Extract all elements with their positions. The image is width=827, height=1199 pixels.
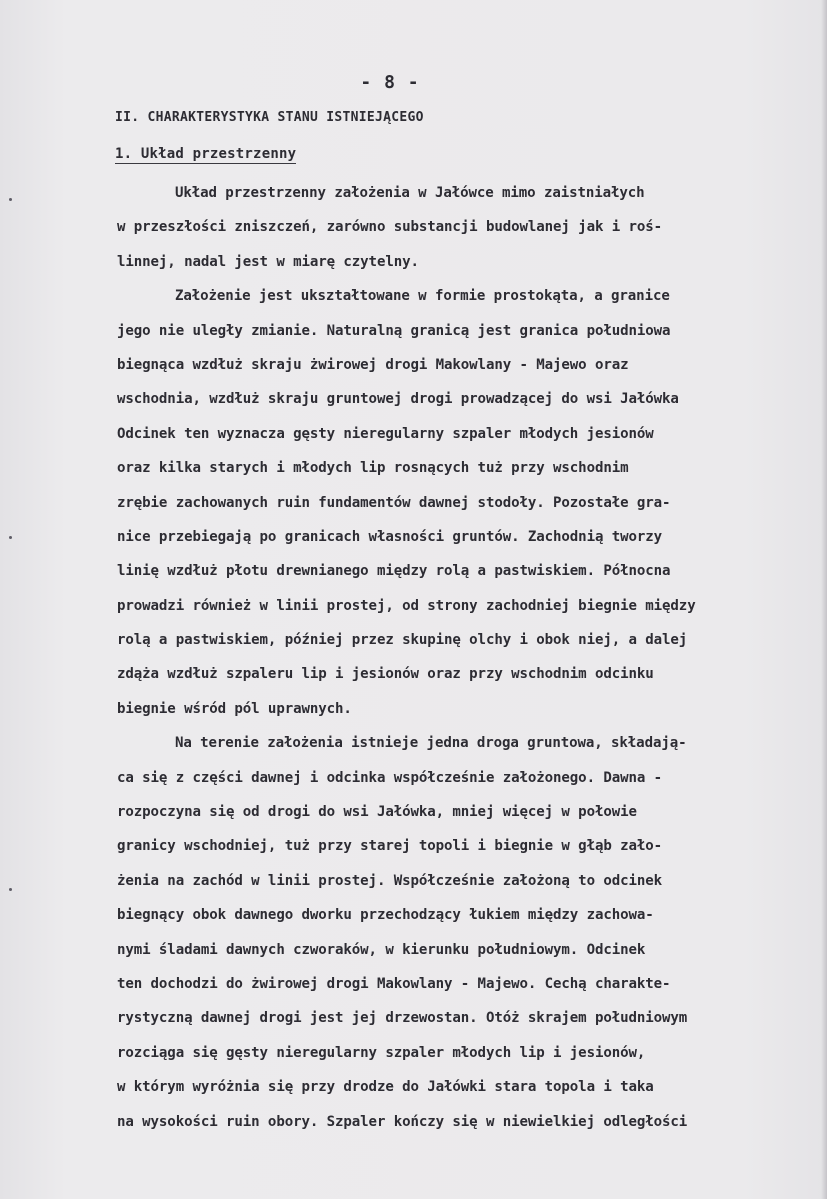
text-line: Odcinek ten wyznacza gęsty nieregularny szpaler młodych jesionów — [117, 425, 654, 442]
text-line: ten dochodzi do żwirowej drogi Makowlany - Majewo. Cechą charakte- — [117, 975, 671, 992]
punch-mark — [9, 198, 12, 201]
text-line: zdąża wzdłuż szpaleru lip i jesionów oraz przy wschodnim odcinku — [117, 666, 654, 683]
text-line: linię wzdłuż płotu drewnianego między rolą a pastwiskiem. Północna — [117, 563, 671, 580]
text-line: wschodnia, wzdłuż skraju gruntowej drogi prowadzącej do wsi Jałówka — [117, 391, 679, 408]
text-line: rozpoczyna się od drogi do wsi Jałówka, mniej więcej w połowie — [117, 804, 637, 821]
text-line: Założenie jest ukształtowane w formie prostokąta, a granice — [175, 288, 670, 305]
text-line: biegnie wśród pól uprawnych. — [117, 700, 352, 717]
punch-mark — [9, 888, 12, 891]
text-line: biegnący obok dawnego dworku przechodzący łukiem między zachowa- — [117, 907, 654, 924]
text-line: na wysokości ruin obory. Szpaler kończy się w niewielkiej odległości — [117, 1113, 688, 1130]
text-line: rolą a pastwiskiem, później przez skupinę olchy i obok niej, a dalej — [117, 632, 688, 649]
text-line: nice przebiegają po granicach własności gruntów. Zachodnią tworzy — [117, 528, 663, 545]
text-line: Na terenie założenia istnieje jedna droga gruntowa, składają- — [175, 735, 687, 752]
text-line: jego nie uległy zmianie. Naturalną granicą jest granica południowa — [117, 322, 671, 339]
text-line: w którym wyróżnia się przy drodze do Jałówki stara topola i taka — [117, 1079, 654, 1096]
text-line: ca się z części dawnej i odcinka współcześnie założonego. Dawna - — [117, 769, 663, 786]
text-line: linnej, nadal jest w miarę czytelny. — [117, 253, 419, 270]
body-text — [117, 176, 825, 1139]
text-line: granicy wschodniej, tuż przy starej topoli i biegnie w głąb zało- — [117, 838, 663, 855]
text-line: nymi śladami dawnych czworaków, w kierunku południowym. Odcinek — [117, 941, 646, 958]
text-line: prowadzi również w linii prostej, od strony zachodniej biegnie między — [117, 597, 696, 614]
text-line: rozciąga się gęsty nieregularny szpaler młodych lip i jesionów, — [117, 1044, 646, 1061]
page-number: - 8 - — [360, 72, 420, 93]
text-line: oraz kilka starych i młodych lip rosnących tuż przy wschodnim — [117, 460, 629, 477]
text-line: w przeszłości zniszczeń, zarówno substancji budowlanej jak i roś- — [117, 219, 663, 236]
section-heading: II. CHARAKTERYSTYKA STANU ISTNIEJĄCEGO — [115, 110, 424, 125]
text-line: rystyczną dawnej drogi jest jej drzewostan. Otóż skrajem południowym — [117, 1010, 688, 1027]
text-line: biegnąca wzdłuż skraju żwirowej drogi Makowlany - Majewo oraz — [117, 356, 629, 373]
text-line: Układ przestrzenny założenia w Jałówce mimo zaistniałych — [175, 185, 645, 201]
punch-mark — [9, 536, 12, 539]
subsection-heading: 1. Układ przestrzenny — [115, 146, 297, 162]
text-line: zrębie zachowanych ruin fundamentów dawnej stodoły. Pozostałe gra- — [117, 494, 671, 511]
text-line: żenia na zachód w linii prostej. Współcześnie założoną to odcinek — [117, 872, 663, 889]
